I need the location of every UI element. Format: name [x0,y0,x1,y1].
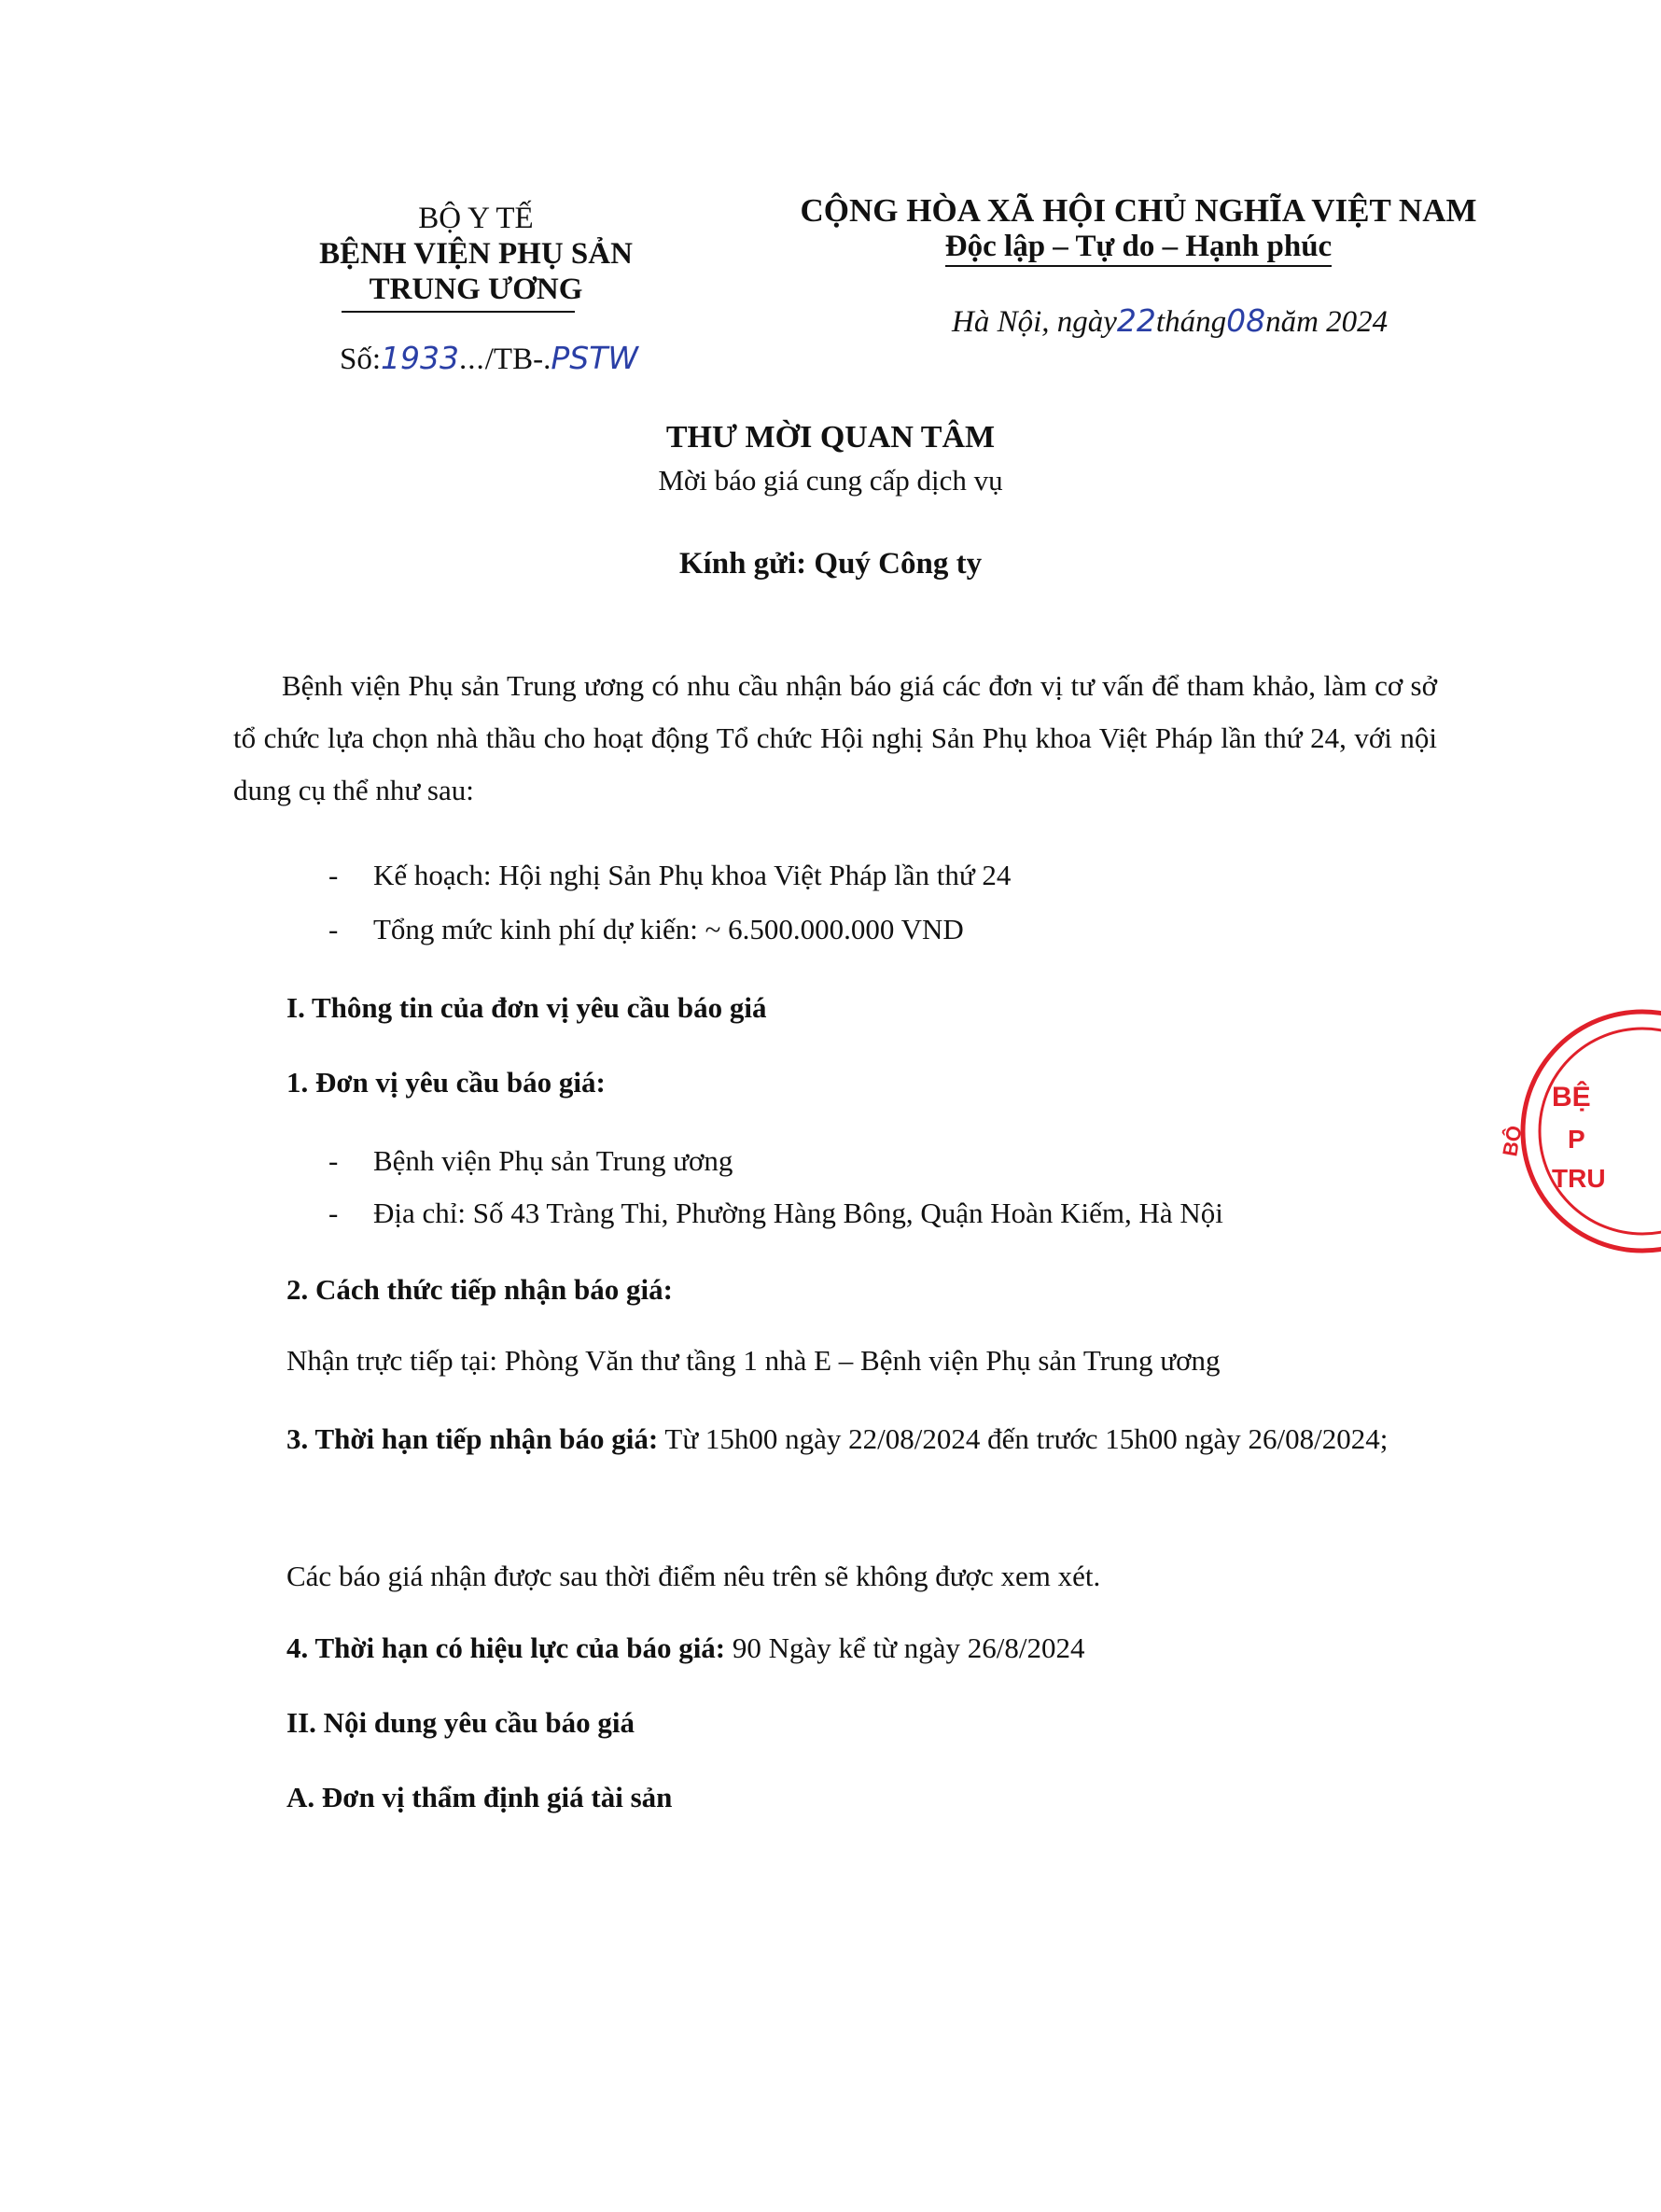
hospital-underline [342,311,575,313]
nation-title: CỘNG HÒA XÃ HỘI CHỦ NGHĨA VIỆT NAM [800,192,1477,229]
stamp-text-line1: BỆ [1552,1082,1591,1113]
sub1-bullet-text: Bệnh viện Phụ sản Trung ương [373,1144,733,1177]
section1-sub4 [286,1630,1084,1667]
recipient-line: Kính gửi: Quý Công ty [678,547,983,581]
document-number [340,340,638,377]
hospital-name-line2: TRUNG ƯƠNG [369,273,583,306]
sub3-label: 3. Thời hạn tiếp nhận báo giá: [286,1422,659,1455]
stamp-side-text: BỘ [1498,1124,1527,1158]
document-subtitle: Mời báo giá cung cấp dịch vụ [658,464,1003,497]
section1-sub2-text: Nhận trực tiếp tại: Phòng Văn thư tầng 1 nhà E – Bệnh viện Phụ sản Trung ương [286,1344,1221,1377]
issue-date [952,302,1388,340]
date-day: 22 [1116,302,1156,339]
doc-number-value: 1933 [381,340,460,376]
section1-sub1-heading: 1. Đơn vị yêu cầu báo giá: [286,1066,606,1099]
date-year: năm 2024 [1265,305,1389,339]
hospital-name-line1: BỆNH VIỆN PHỤ SẢN [319,237,633,271]
doc-number-dots-2: . [543,343,551,376]
agency-name: BỘ Y TẾ [418,202,534,235]
date-month: 08 [1226,302,1266,339]
stamp-inner-ring [1540,1029,1661,1234]
doc-number-prefix: Số: [340,343,382,376]
sub1-bullet-text: Địa chỉ: Số 43 Tràng Thi, Phường Hàng Bông, Quận Hoàn Kiếm, Hà Nội [373,1197,1223,1229]
doc-number-code: PSTW [551,340,638,376]
stamp-text-line2: P [1568,1125,1585,1154]
stamp-text-line3: TRU [1552,1164,1606,1193]
intro-paragraph [233,660,1437,817]
date-month-label: tháng [1155,305,1227,339]
intro-text: Bệnh viện Phụ sản Trung ương có nhu cầu nhận báo giá các đơn vị tư vấn để tham khảo, làm cơ sở tổ chức lựa chọn nhà thầu cho hoạt động Tổ chức Hội nghị Sản Phụ khoa Việt Pháp lần thứ 24, với nội dung cụ thể như sau: [233,669,1437,806]
sub4-label: 4. Thời hạn có hiệu lực của báo giá: [286,1631,726,1664]
sub4-text: 90 Ngày kể từ ngày 26/8/2024 [732,1631,1085,1664]
section1-sub3 [233,1414,1437,1464]
section1-heading: I. Thông tin của đơn vị yêu cầu báo giá [286,991,767,1024]
document-title: THƯ MỜI QUAN TÂM [665,420,996,455]
sub3-text: Từ 15h00 ngày 22/08/2024 đến trước 15h00 ngày 26/08/2024; [664,1422,1389,1455]
motto [737,230,1540,264]
section1-sub2-heading: 2. Cách thức tiếp nhận báo giá: [286,1273,673,1306]
intro-bullet-text: Tổng mức kinh phí dự kiến: ~ 6.500.000.000 VND [373,913,964,945]
section2-heading: II. Nội dung yêu cầu báo giá [286,1706,635,1739]
doc-number-dots: ... [459,343,485,376]
doc-number-middle: /TB- [484,343,544,376]
stamp-seal [1479,1008,1647,1260]
date-place: Hà Nội, ngày [952,305,1117,339]
section2-subA-heading: A. Đơn vị thẩm định giá tài sản [286,1781,673,1813]
intro-bullet-text: Kế hoạch: Hội nghị Sản Phụ khoa Việt Pháp lần thứ 24 [373,859,1012,891]
section1-sub3-note: Các báo giá nhận được sau thời điểm nêu trên sẽ không được xem xét. [286,1560,1101,1592]
stamp-outer-ring [1523,1012,1661,1251]
motto-text: Độc lập – Tự do – Hạnh phúc [945,230,1332,267]
